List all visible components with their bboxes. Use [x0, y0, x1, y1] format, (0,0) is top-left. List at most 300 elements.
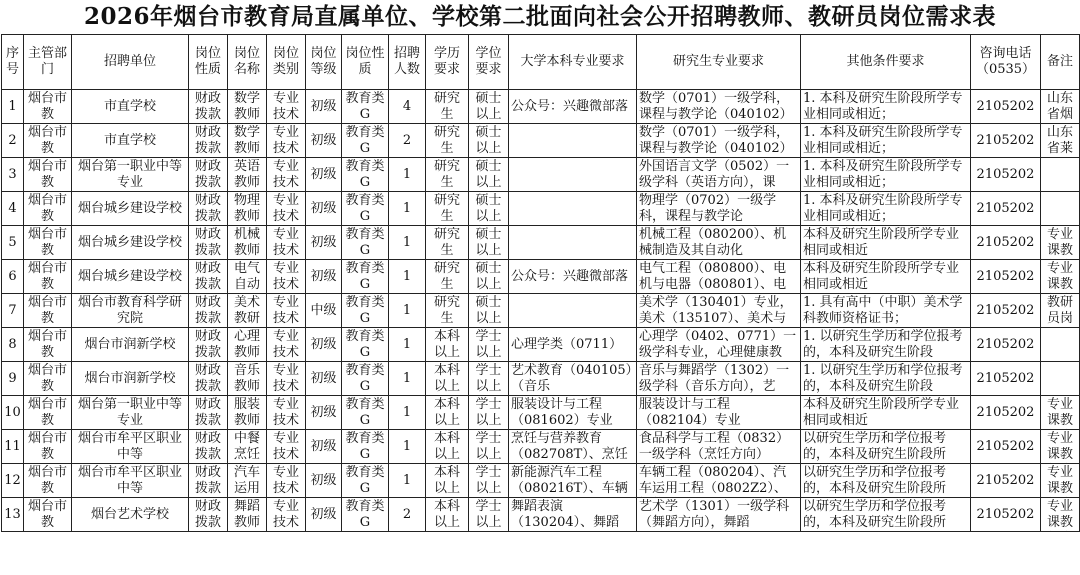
- cell-col-index: [2, 192, 24, 226]
- header-col-index: 序号: [2, 35, 24, 90]
- cell-text: 1: [402, 302, 412, 318]
- cell-col-headcount: [389, 260, 426, 294]
- cell-text: 山东省烟: [1046, 90, 1073, 122]
- cell-col-degree: [469, 396, 509, 430]
- cell-col-remarks: [1041, 464, 1080, 498]
- cell-text: 教育类G: [345, 464, 385, 496]
- cell-col-phone: [971, 294, 1041, 328]
- cell-col-department: [24, 192, 72, 226]
- cell-col-degree: [469, 328, 509, 362]
- cell-col-undergrad-major: [509, 260, 637, 294]
- cell-col-unit: [72, 226, 189, 260]
- header-col-post-type: 岗位性质: [342, 35, 389, 90]
- cell-col-remarks: [1041, 158, 1080, 192]
- cell-col-degree: [469, 430, 509, 464]
- cell-text: 教研员岗: [1046, 294, 1073, 326]
- cell-col-post-type: [342, 260, 389, 294]
- header-col-undergrad-major: 大学本科专业要求: [509, 35, 637, 90]
- cell-text: 硕士以上: [475, 192, 502, 224]
- cell-col-undergrad-major: [509, 90, 637, 124]
- cell-col-degree: [469, 260, 509, 294]
- table-row: [2, 430, 1080, 464]
- cell-text: 烟台第一职业中等专业: [77, 396, 182, 428]
- cell-col-post-name: [228, 294, 267, 328]
- cell-col-other-conditions: [801, 498, 971, 532]
- cell-text: 烟台市教: [27, 498, 67, 530]
- cell-col-headcount: [389, 192, 426, 226]
- cell-col-post-category: [267, 260, 306, 294]
- cell-text: 初级: [310, 166, 337, 182]
- cell-text: 硕士以上: [475, 294, 502, 326]
- cell-col-grad-major: [637, 362, 801, 396]
- cell-text: 财政拨款: [194, 464, 221, 496]
- cell-col-degree: [469, 124, 509, 158]
- cell-col-remarks: [1041, 430, 1080, 464]
- cell-col-post-type: [342, 328, 389, 362]
- cell-text: 数学（0701）一级学科，课程与教学论（040102）: [639, 90, 793, 122]
- cell-col-index: [2, 260, 24, 294]
- cell-text: 市直学校: [103, 98, 156, 114]
- cell-text: 专业技术: [272, 158, 299, 190]
- cell-col-other-conditions: [801, 464, 971, 498]
- cell-text: 本科以上: [433, 362, 460, 394]
- cell-col-education: [426, 396, 469, 430]
- cell-col-post-category: [267, 396, 306, 430]
- cell-text: 1. 以研究生学历和学位报考的，本科及研究生阶段: [803, 328, 963, 360]
- cell-text: 硕士以上: [475, 124, 502, 156]
- table-row: [2, 294, 1080, 328]
- cell-col-other-conditions: [801, 90, 971, 124]
- cell-col-degree: [469, 226, 509, 260]
- cell-text: 10: [4, 404, 21, 420]
- cell-col-unit: [72, 362, 189, 396]
- cell-col-degree: [469, 158, 509, 192]
- cell-col-post-nature: [189, 396, 228, 430]
- cell-col-post-type: [342, 294, 389, 328]
- cell-text: 1. 本科及研究生阶段所学专业相同或相近；: [803, 192, 963, 224]
- cell-col-post-name: [228, 124, 267, 158]
- cell-col-post-name: [228, 396, 267, 430]
- cell-col-headcount: [389, 396, 426, 430]
- cell-col-undergrad-major: [509, 192, 637, 226]
- cell-col-post-category: [267, 124, 306, 158]
- cell-col-post-category: [267, 328, 306, 362]
- cell-text: 1: [402, 166, 412, 182]
- cell-text: 心理学类（0711）: [511, 336, 623, 352]
- cell-text: 车辆工程（080204）、汽车运用工程（0802Z2）、: [639, 464, 787, 496]
- cell-col-grad-major: [637, 328, 801, 362]
- cell-col-grad-major: [637, 158, 801, 192]
- cell-col-department: [24, 396, 72, 430]
- cell-col-undergrad-major: [509, 396, 637, 430]
- cell-col-index: [2, 464, 24, 498]
- cell-col-grad-major: [637, 226, 801, 260]
- cell-col-index: [2, 396, 24, 430]
- cell-col-post-level: [306, 328, 342, 362]
- cell-text: 服装教师: [233, 396, 260, 428]
- cell-text: 专业课教: [1046, 226, 1073, 258]
- cell-col-post-level: [306, 362, 342, 396]
- cell-col-remarks: [1041, 294, 1080, 328]
- cell-text: 中级: [310, 302, 337, 318]
- cell-text: 汽车运用: [233, 464, 260, 496]
- cell-text: 1. 本科及研究生阶段所学专业相同或相近；: [803, 90, 963, 122]
- cell-col-post-category: [267, 192, 306, 226]
- header-col-education: 学历要求: [426, 35, 469, 90]
- cell-text: 财政拨款: [194, 498, 221, 530]
- cell-text: 2105202: [976, 472, 1035, 488]
- cell-col-headcount: [389, 430, 426, 464]
- cell-col-remarks: [1041, 362, 1080, 396]
- cell-text: 机械教师: [233, 226, 260, 258]
- cell-col-grad-major: [637, 498, 801, 532]
- cell-col-phone: [971, 90, 1041, 124]
- cell-text: 1: [402, 200, 412, 216]
- cell-text: 以研究生学历和学位报考的，本科及研究生阶段所: [803, 430, 947, 462]
- cell-col-undergrad-major: [509, 464, 637, 498]
- cell-text: 专业技术: [272, 430, 299, 462]
- cell-text: 教育类G: [345, 124, 385, 156]
- cell-text: 烟台市教: [27, 396, 67, 428]
- table-row: [2, 328, 1080, 362]
- cell-col-post-name: [228, 158, 267, 192]
- cell-text: 烟台市教: [27, 464, 67, 496]
- cell-text: 硕士以上: [475, 226, 502, 258]
- cell-text: 服装设计与工程（082104）专业: [639, 396, 741, 428]
- cell-text: 学士以上: [475, 362, 502, 394]
- table-row: [2, 260, 1080, 294]
- cell-text: 本科以上: [433, 498, 460, 530]
- cell-text: 专业技术: [272, 226, 299, 258]
- cell-text: 学士以上: [475, 498, 502, 530]
- cell-text: 1. 本科及研究生阶段所学专业相同或相近；: [803, 124, 963, 156]
- cell-col-grad-major: [637, 430, 801, 464]
- cell-text: 初级: [310, 438, 337, 454]
- cell-col-post-name: [228, 430, 267, 464]
- cell-col-post-category: [267, 294, 306, 328]
- cell-col-post-nature: [189, 362, 228, 396]
- cell-text: 本科以上: [433, 396, 460, 428]
- cell-col-unit: [72, 396, 189, 430]
- cell-col-degree: [469, 294, 509, 328]
- cell-col-education: [426, 498, 469, 532]
- header-col-remarks: 备注: [1041, 35, 1080, 90]
- cell-col-post-nature: [189, 90, 228, 124]
- cell-text: 1. 以研究生学历和学位报考的，本科及研究生阶段: [803, 362, 963, 394]
- cell-text: 本科及研究生阶段所学专业相同或相近: [803, 396, 960, 428]
- cell-text: 2105202: [976, 166, 1035, 182]
- cell-col-post-nature: [189, 294, 228, 328]
- cell-col-phone: [971, 430, 1041, 464]
- cell-col-unit: [72, 192, 189, 226]
- cell-text: 本科以上: [433, 328, 460, 360]
- cell-col-department: [24, 226, 72, 260]
- cell-text: 烟台市教: [27, 90, 67, 122]
- recruitment-table: [1, 34, 1080, 532]
- cell-text: 财政拨款: [194, 328, 221, 360]
- cell-text: 初级: [310, 132, 337, 148]
- cell-col-post-level: [306, 158, 342, 192]
- cell-text: 烟台市教: [27, 192, 67, 224]
- cell-text: 烟台城乡建设学校: [77, 200, 182, 216]
- cell-text: 研究生: [433, 226, 460, 258]
- cell-text: 2105202: [976, 438, 1035, 454]
- cell-text: 专业课教: [1046, 498, 1073, 530]
- cell-col-index: [2, 430, 24, 464]
- cell-col-post-type: [342, 430, 389, 464]
- cell-col-education: [426, 90, 469, 124]
- cell-text: 服装设计与工程（081602）专业: [511, 396, 613, 428]
- cell-text: 12: [4, 472, 21, 488]
- cell-col-headcount: [389, 226, 426, 260]
- table-row: [2, 362, 1080, 396]
- cell-text: 专业技术: [272, 396, 299, 428]
- cell-col-headcount: [389, 328, 426, 362]
- cell-text: 山东省莱: [1046, 124, 1073, 156]
- cell-text: 初级: [310, 268, 337, 284]
- cell-col-post-category: [267, 90, 306, 124]
- cell-text: 专业技术: [272, 260, 299, 292]
- cell-col-unit: [72, 294, 189, 328]
- cell-text: 4: [8, 200, 17, 216]
- cell-col-post-level: [306, 192, 342, 226]
- cell-text: 本科及研究生阶段所学专业相同或相近: [803, 226, 960, 258]
- cell-text: 专业技术: [272, 328, 299, 360]
- cell-col-grad-major: [637, 294, 801, 328]
- cell-col-department: [24, 294, 72, 328]
- cell-text: 硕士以上: [475, 90, 502, 122]
- cell-col-post-name: [228, 362, 267, 396]
- cell-text: 烟台市教: [27, 124, 67, 156]
- cell-text: 教育类G: [345, 396, 385, 428]
- cell-text: 6: [8, 268, 17, 284]
- cell-text: 新能源汽车工程（080216T）、车辆: [511, 464, 628, 496]
- cell-col-unit: [72, 260, 189, 294]
- cell-text: 财政拨款: [194, 396, 221, 428]
- cell-col-headcount: [389, 498, 426, 532]
- cell-col-undergrad-major: [509, 226, 637, 260]
- cell-text: 本科及研究生阶段所学专业相同或相近: [803, 260, 960, 292]
- cell-col-other-conditions: [801, 328, 971, 362]
- cell-col-grad-major: [637, 124, 801, 158]
- cell-text: 烟台市牟平区职业中等: [77, 430, 182, 462]
- cell-col-undergrad-major: [509, 362, 637, 396]
- cell-text: 烟台市润新学校: [84, 370, 176, 386]
- cell-text: 1: [8, 98, 17, 114]
- cell-col-other-conditions: [801, 226, 971, 260]
- cell-text: 13: [4, 506, 21, 522]
- cell-text: 初级: [310, 98, 337, 114]
- cell-text: 舞蹈表演（130204）、舞蹈: [511, 498, 620, 530]
- cell-col-department: [24, 124, 72, 158]
- cell-text: 2105202: [976, 234, 1035, 250]
- cell-text: 硕士以上: [475, 158, 502, 190]
- cell-col-post-category: [267, 464, 306, 498]
- cell-col-unit: [72, 90, 189, 124]
- cell-text: 2105202: [976, 404, 1035, 420]
- cell-col-education: [426, 328, 469, 362]
- table-row: [2, 498, 1080, 532]
- cell-col-post-name: [228, 464, 267, 498]
- cell-text: 教育类G: [345, 260, 385, 292]
- cell-text: 中餐烹饪: [233, 430, 260, 462]
- cell-col-remarks: [1041, 90, 1080, 124]
- cell-col-undergrad-major: [509, 294, 637, 328]
- cell-col-education: [426, 464, 469, 498]
- cell-col-headcount: [389, 90, 426, 124]
- cell-col-other-conditions: [801, 260, 971, 294]
- cell-text: 学士以上: [475, 464, 502, 496]
- cell-text: 初级: [310, 472, 337, 488]
- cell-text: 研究生: [433, 124, 460, 156]
- cell-col-post-name: [228, 192, 267, 226]
- cell-text: 公众号：兴趣微部落: [511, 98, 629, 114]
- cell-col-post-nature: [189, 328, 228, 362]
- cell-col-other-conditions: [801, 158, 971, 192]
- cell-text: 专业技术: [272, 498, 299, 530]
- cell-text: 2: [402, 132, 412, 148]
- cell-text: 2: [8, 132, 17, 148]
- cell-col-post-nature: [189, 430, 228, 464]
- cell-col-remarks: [1041, 124, 1080, 158]
- cell-text: 财政拨款: [194, 294, 221, 326]
- cell-text: 教育类G: [345, 328, 385, 360]
- cell-text: 本科以上: [433, 464, 460, 496]
- cell-text: 烟台市教: [27, 226, 67, 258]
- cell-text: 2105202: [976, 336, 1035, 352]
- cell-col-education: [426, 362, 469, 396]
- cell-text: 电气自动: [233, 260, 260, 292]
- cell-text: 数学（0701）一级学科，课程与教学论（040102）: [639, 124, 793, 156]
- cell-col-other-conditions: [801, 294, 971, 328]
- cell-col-post-nature: [189, 124, 228, 158]
- cell-col-degree: [469, 464, 509, 498]
- cell-col-index: [2, 362, 24, 396]
- cell-col-undergrad-major: [509, 328, 637, 362]
- cell-col-phone: [971, 498, 1041, 532]
- cell-text: 以研究生学历和学位报考的，本科及研究生阶段所: [803, 498, 947, 530]
- cell-text: 艺术学（1301）一级学科（舞蹈方向），舞蹈: [639, 498, 790, 530]
- table-row: [2, 124, 1080, 158]
- cell-text: 心理教师: [233, 328, 260, 360]
- cell-text: 烟台市润新学校: [84, 336, 176, 352]
- cell-text: 专业技术: [272, 90, 299, 122]
- header-col-post-name: 岗位名称: [228, 35, 267, 90]
- cell-col-undergrad-major: [509, 430, 637, 464]
- cell-col-degree: [469, 498, 509, 532]
- header-col-post-nature: 岗位性质: [189, 35, 228, 90]
- cell-text: 财政拨款: [194, 158, 221, 190]
- cell-text: 财政拨款: [194, 124, 221, 156]
- cell-text: 2105202: [976, 268, 1035, 284]
- cell-text: 3: [8, 166, 17, 182]
- cell-col-phone: [971, 260, 1041, 294]
- cell-text: 舞蹈教师: [233, 498, 260, 530]
- cell-col-post-name: [228, 328, 267, 362]
- cell-col-grad-major: [637, 192, 801, 226]
- cell-text: 烟台市教: [27, 158, 67, 190]
- cell-text: 数学教师: [233, 90, 260, 122]
- cell-text: 11: [4, 438, 21, 454]
- cell-text: 研究生: [433, 294, 460, 326]
- cell-text: 财政拨款: [194, 430, 221, 462]
- cell-text: 初级: [310, 404, 337, 420]
- cell-text: 1: [402, 404, 412, 420]
- cell-col-post-name: [228, 498, 267, 532]
- cell-col-department: [24, 464, 72, 498]
- cell-col-education: [426, 226, 469, 260]
- cell-col-post-type: [342, 498, 389, 532]
- cell-col-post-type: [342, 158, 389, 192]
- cell-text: 1. 本科及研究生阶段所学专业相同或相近；: [803, 158, 963, 190]
- cell-col-post-category: [267, 158, 306, 192]
- cell-col-headcount: [389, 124, 426, 158]
- cell-col-education: [426, 192, 469, 226]
- cell-col-post-name: [228, 226, 267, 260]
- cell-col-undergrad-major: [509, 158, 637, 192]
- cell-col-phone: [971, 362, 1041, 396]
- cell-text: 物理教师: [233, 192, 260, 224]
- cell-text: 食品科学与工程（0832）一级学科（烹饪方向）: [639, 430, 790, 462]
- cell-text: 教育类G: [345, 158, 385, 190]
- cell-text: 9: [8, 370, 17, 386]
- cell-col-phone: [971, 158, 1041, 192]
- cell-text: 教育类G: [345, 362, 385, 394]
- cell-text: 初级: [310, 234, 337, 250]
- cell-col-department: [24, 158, 72, 192]
- cell-text: 2: [402, 506, 412, 522]
- cell-col-post-category: [267, 498, 306, 532]
- cell-col-index: [2, 124, 24, 158]
- cell-text: 教育类G: [345, 430, 385, 462]
- cell-text: 2105202: [976, 506, 1035, 522]
- cell-col-post-category: [267, 226, 306, 260]
- table-row: [2, 158, 1080, 192]
- header-col-other-conditions: 其他条件要求: [801, 35, 971, 90]
- cell-text: 烟台市教: [27, 260, 67, 292]
- cell-text: 研究生: [433, 90, 460, 122]
- cell-text: 烟台市教: [27, 294, 67, 326]
- cell-text: 5: [8, 234, 17, 250]
- cell-col-headcount: [389, 158, 426, 192]
- cell-col-grad-major: [637, 464, 801, 498]
- cell-col-undergrad-major: [509, 124, 637, 158]
- header-col-post-level: 岗位等级: [306, 35, 342, 90]
- cell-text: 教育类G: [345, 90, 385, 122]
- cell-text: 烟台城乡建设学校: [77, 268, 182, 284]
- cell-col-post-level: [306, 260, 342, 294]
- cell-col-department: [24, 498, 72, 532]
- cell-text: 专业技术: [272, 124, 299, 156]
- cell-col-phone: [971, 124, 1041, 158]
- cell-text: 初级: [310, 506, 337, 522]
- cell-text: 4: [402, 98, 412, 114]
- table-row: [2, 396, 1080, 430]
- cell-col-post-type: [342, 226, 389, 260]
- cell-col-post-level: [306, 90, 342, 124]
- cell-text: 财政拨款: [194, 362, 221, 394]
- cell-text: 学士以上: [475, 430, 502, 462]
- cell-text: 研究生: [433, 158, 460, 190]
- cell-col-degree: [469, 192, 509, 226]
- cell-col-remarks: [1041, 328, 1080, 362]
- cell-col-post-level: [306, 498, 342, 532]
- cell-col-post-level: [306, 396, 342, 430]
- cell-col-degree: [469, 90, 509, 124]
- cell-col-post-nature: [189, 464, 228, 498]
- cell-text: 音乐教师: [233, 362, 260, 394]
- cell-col-remarks: [1041, 498, 1080, 532]
